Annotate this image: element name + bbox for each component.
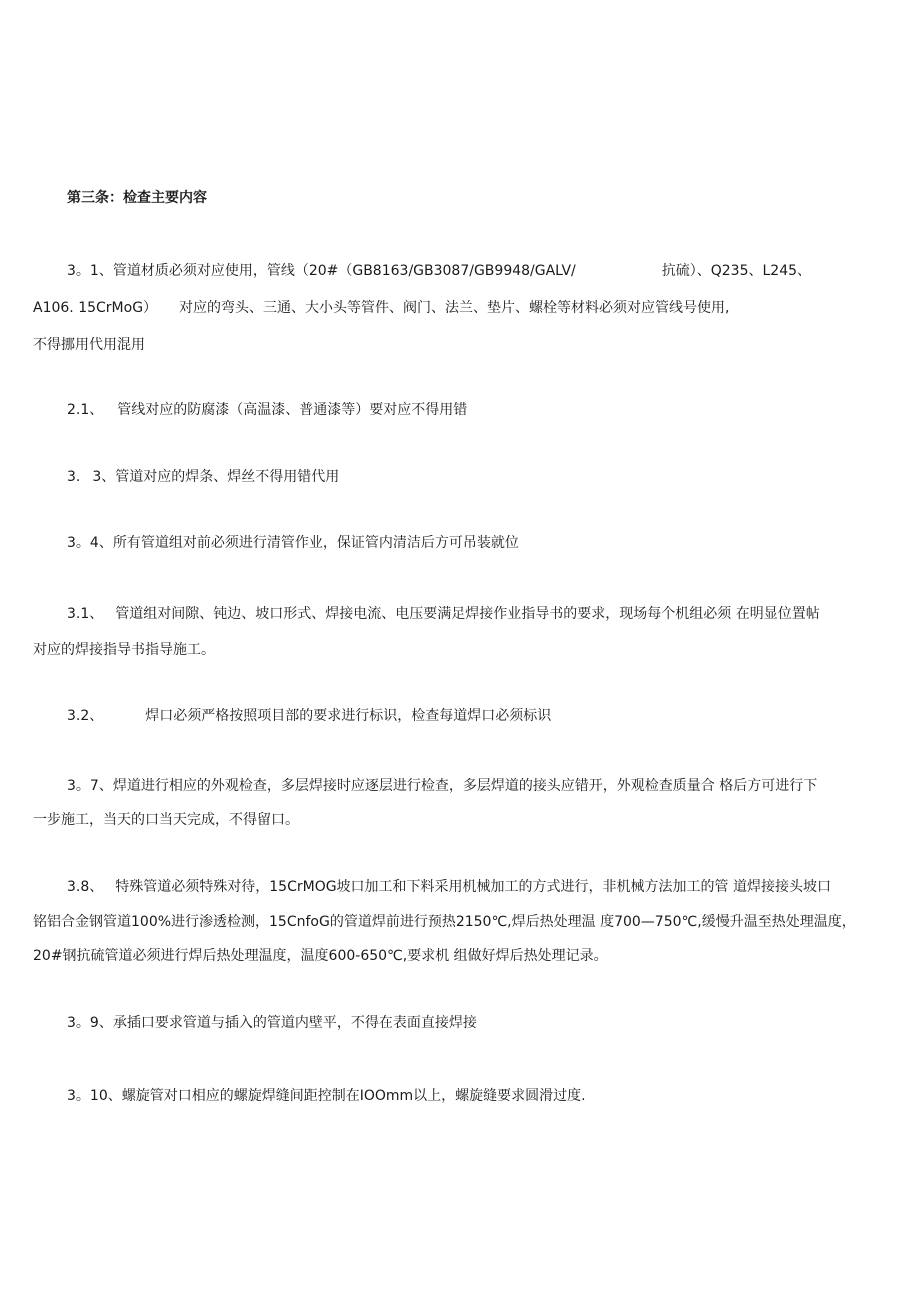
item-3-8-text: 特殊管道必须特殊对待，15CrMOG坡口加工和下料采用机械加工的方式进行，非机械方法加工的管 道焊接接头坡口 [115, 879, 832, 895]
item-3-7-line-2: 一步施工，当天的口当天完成，不得留口。 [33, 812, 299, 828]
item-3-8-line-1 [67, 877, 831, 897]
item-3-3 [67, 467, 339, 487]
item-3-3-number: 3. [67, 469, 81, 485]
item-3-7-line-1: 3。7、焊道进行相应的外观检查，多层焊接时应逐层进行检查，多层焊道的接头应错开，外观检查质量合 格后方可进行下 [67, 778, 818, 794]
item-2-1-text: 管线对应的防腐漆（高温漆、普通漆等）要对应不得用错 [117, 402, 468, 418]
item-3-2-text: 焊口必须严格按照项目部的要求进行标识，检查每道焊口必须标识 [145, 708, 552, 724]
item-3-8-number: 3.8、 [67, 879, 104, 895]
item-3-1b-line-1 [67, 604, 820, 624]
item-3-3-text: 3、管道对应的焊条、焊丝不得用错代用 [92, 469, 340, 485]
item-3-1-text-c: A106. 15CrMoG） [33, 300, 158, 316]
item-3-10: 3。10、螺旋管对口相应的螺旋焊缝间距控制在IOOmm以上，螺旋缝要求圆滑过度. [67, 1088, 586, 1104]
item-3-1-text-d: 对应的弯头、三通、大小头等管件、阀门、法兰、垫片、螺栓等材料必须对应管线号使用, [179, 300, 730, 316]
item-2-1 [67, 400, 467, 420]
item-2-1-number: 2.1、 [67, 402, 104, 418]
item-3-8-line-3: 20#钢抗硫管道必须进行焊后热处理温度，温度600-650℃,要求机 组做好焊后热处理记录。 [33, 948, 608, 964]
item-3-2-number: 3.2、 [67, 708, 104, 724]
item-3-1b-text: 管道组对间隙、钝边、坡口形式、焊接电流、电压要满足焊接作业指导书的要求，现场每个机组必须 在明显位置帖 [115, 606, 820, 622]
item-3-1-line-3: 不得挪用代用混用 [33, 337, 145, 353]
item-3-1-text-b: 抗硫）、Q235、L245、 [661, 263, 812, 279]
item-3-1b-number: 3.1、 [67, 606, 104, 622]
item-3-1-line-1 [67, 261, 811, 281]
item-3-4: 3。4、所有管道组对前必须进行清管作业，保证管内清洁后方可吊装就位 [67, 535, 519, 551]
item-3-8-line-2: 铭铝合金钢管道100%进行渗透检测，15CnfoG的管道焊前进行预热2150℃,焊后热处理温 度700—750℃,缓慢升温至热处理温度， [33, 914, 856, 930]
item-3-9: 3。9、承插口要求管道与插入的管道内壁平，不得在表面直接焊接 [67, 1015, 477, 1031]
item-3-1-line-2 [33, 298, 730, 318]
item-3-1-text-a: 3。1、管道材质必须对应使用，管线（20#（GB8163/GB3087/GB9948/GALV/ [67, 263, 576, 279]
item-3-1b-line-2: 对应的焊接指导书指导施工。 [33, 642, 215, 658]
item-3-2 [67, 706, 551, 726]
section-heading: 第三条：检查主要内容 [67, 190, 207, 206]
